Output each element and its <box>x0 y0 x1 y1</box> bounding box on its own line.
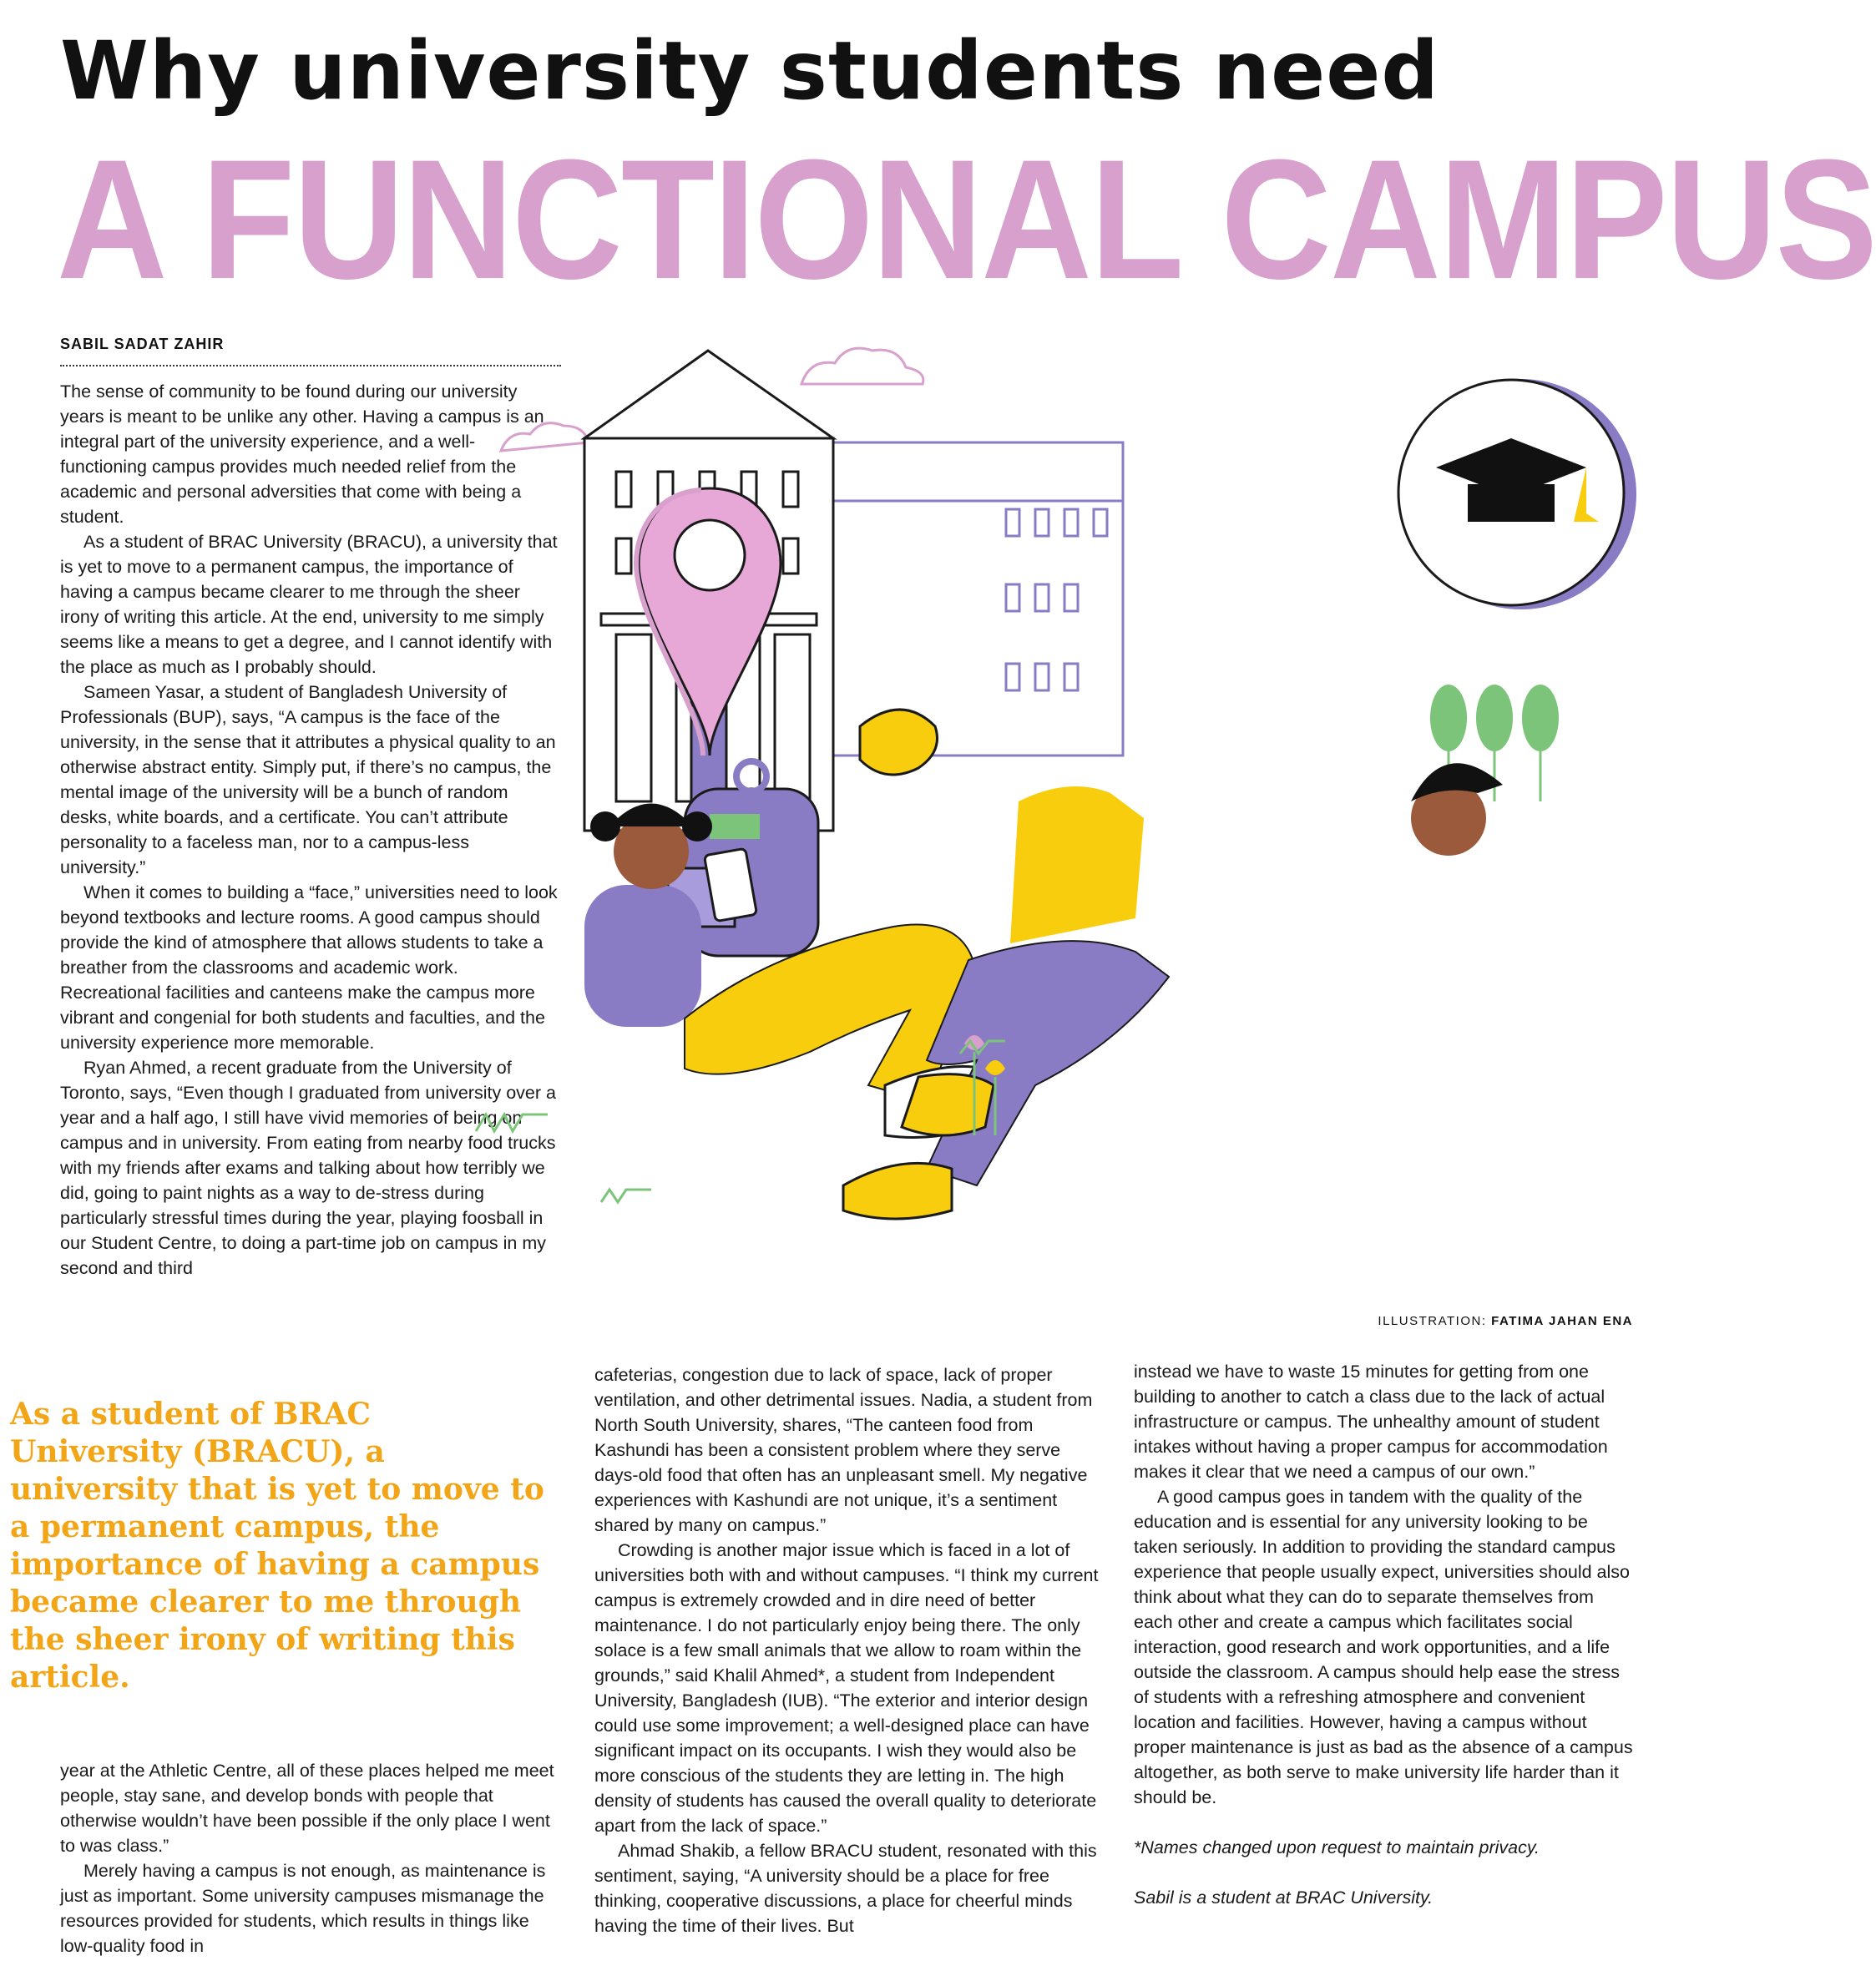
paragraph: instead we have to waste 15 minutes for getting from one building to another to catch a class due to the lack of actual infrastructure or campus. The unhealthy amount of student intakes without having a proper campus for accommodation makes it clear that we need a campus of our own.” <box>1134 1362 1608 1482</box>
credit-name: FATIMA JAHAN ENA <box>1491 1314 1633 1328</box>
paragraph: Ryan Ahmed, a recent graduate from the University of Toronto, says, “Even though I graduated from university over a year and a half ago, I still have vivid memories of being on campus and in university. From eating from nearby food trucks with my friends after exams and talking about how terribly we did, going to paint nights as a way to de-stress during particularly stressful times during the year, playing foosball in our Student Centre, to doing a part-time job on campus in my second and third <box>60 1058 556 1278</box>
paragraph: Sameen Yasar, a student of Bangladesh University of Professionals (BUP), says, “A campus is the face of the university, in the sense that it attributes a physical quality to an otherwise abstract entity. Simply put, if there’s no campus, the mental image of the university will be a bunch of random desks, white boards, and a certificate. You can’t attribute personality to a faceless man, nor to a campus-less university.” <box>60 682 556 877</box>
author-bio: Sabil is a student at BRAC University. <box>1134 1888 1434 1908</box>
privacy-note: *Names changed upon request to maintain privacy. <box>1134 1837 1540 1857</box>
article-column-1 <box>60 379 559 1281</box>
location-pin-icon <box>635 480 785 772</box>
article-column-2 <box>60 1758 559 1958</box>
paragraph: The sense of community to be found during our university years is meant to be unlike any other. Having a campus is an integral part of the university experience, and a well-functioning campus provides much needed relief from the academic and personal adversities that come with being a student. <box>60 382 544 527</box>
byline-divider <box>60 365 561 366</box>
paragraph: As a student of BRAC University (BRACU), a university that is yet to move to a permanent campus, the importance of having a campus became clearer to me through the sheer irony of writing this article. At the end, university to me simply seems like a means to get a degree, and I cannot identify with the place as much as I probably should. <box>60 532 558 677</box>
paragraph: year at the Athletic Centre, all of these places helped me meet people, stay sane, and develop bonds with people that otherwise wouldn’t have been possible if the only place I went to was class.” <box>60 1761 554 1856</box>
illustration-credit <box>1378 1314 1633 1328</box>
article-column-4 <box>1134 1359 1633 1910</box>
title-line-2: A FUNCTIONAL CAMPUS <box>57 124 1876 315</box>
title-line-1: Why university students need <box>60 24 1440 118</box>
article-column-3 <box>594 1362 1100 1938</box>
paragraph: Crowding is another major issue which is faced in a lot of universities both with and without campuses. “I think my current campus is extremely crowded and in dire need of better maintenance. I do not particularly enjoy being there. The only solace is a few small animals that we allow to roam within the grounds,” said Khalil Ahmed*, a student from Independent University, Bangladesh (IUB). “The exterior and interior design could use some improvement; a well-designed place can have significant impact on its occupants. I wish they would also be more conscious of the students they are letting in. The high density of students has caused the overall quality to deteriorate apart from the lack of space.” <box>594 1540 1099 1836</box>
credit-label: ILLUSTRATION: <box>1378 1314 1487 1328</box>
paragraph: A good campus goes in tandem with the quality of the education and is essential for any university looking to be taken seriously. In addition to providing the standard campus experience that people usually expect, universities should also think about what they can do to separate themselves from each other and create a campus which facilitates social interaction, good research and work opportunities, and a life outside the classroom. A campus should help ease the stress of students with a refreshing atmosphere and convenient location and facilities. However, having a campus without proper maintenance is just as bad as the absence of a campus altogether, as both serve to make university life harder than it should be. <box>1134 1487 1633 1807</box>
paragraph: cafeterias, congestion due to lack of space, lack of proper ventilation, and other detrimental issues. Nadia, a student from North South University, shares, “The canteen food from Kashundi has been a consistent problem where they serve days-old food that often has an unpleasant smell. My negative experiences with Kashundi are not unique, it’s a sentiment shared by many on campus.” <box>594 1365 1093 1535</box>
paragraph: Ahmad Shakib, a fellow BRACU student, resonated with this sentiment, saying, “A university should be a place for free thinking, cooperative discussions, a place for cheerful minds having the time of their lives. But <box>594 1841 1097 1936</box>
graduation-cap-icon <box>1398 379 1636 609</box>
paragraph: When it comes to building a “face,” universities need to look beyond textbooks and lecture rooms. A good campus should provide the kind of atmosphere that allows students to take a breather from the classrooms and academic work. Recreational facilities and canteens make the campus more vibrant and congenial for both students and faculties, and the university experience more memorable. <box>60 882 558 1053</box>
pull-quote: As a student of BRAC University (BRACU), a university that is yet to move to a permanent campus, the importance of having a campus became clearer to me through the sheer irony of writing this article. <box>10 1397 544 1695</box>
byline: SABIL SADAT ZAHIR <box>60 336 225 352</box>
paragraph: Merely having a campus is not enough, as maintenance is just as important. Some university campuses mismanage the resources provided for students, which results in things like low-quality food in <box>60 1861 546 1956</box>
